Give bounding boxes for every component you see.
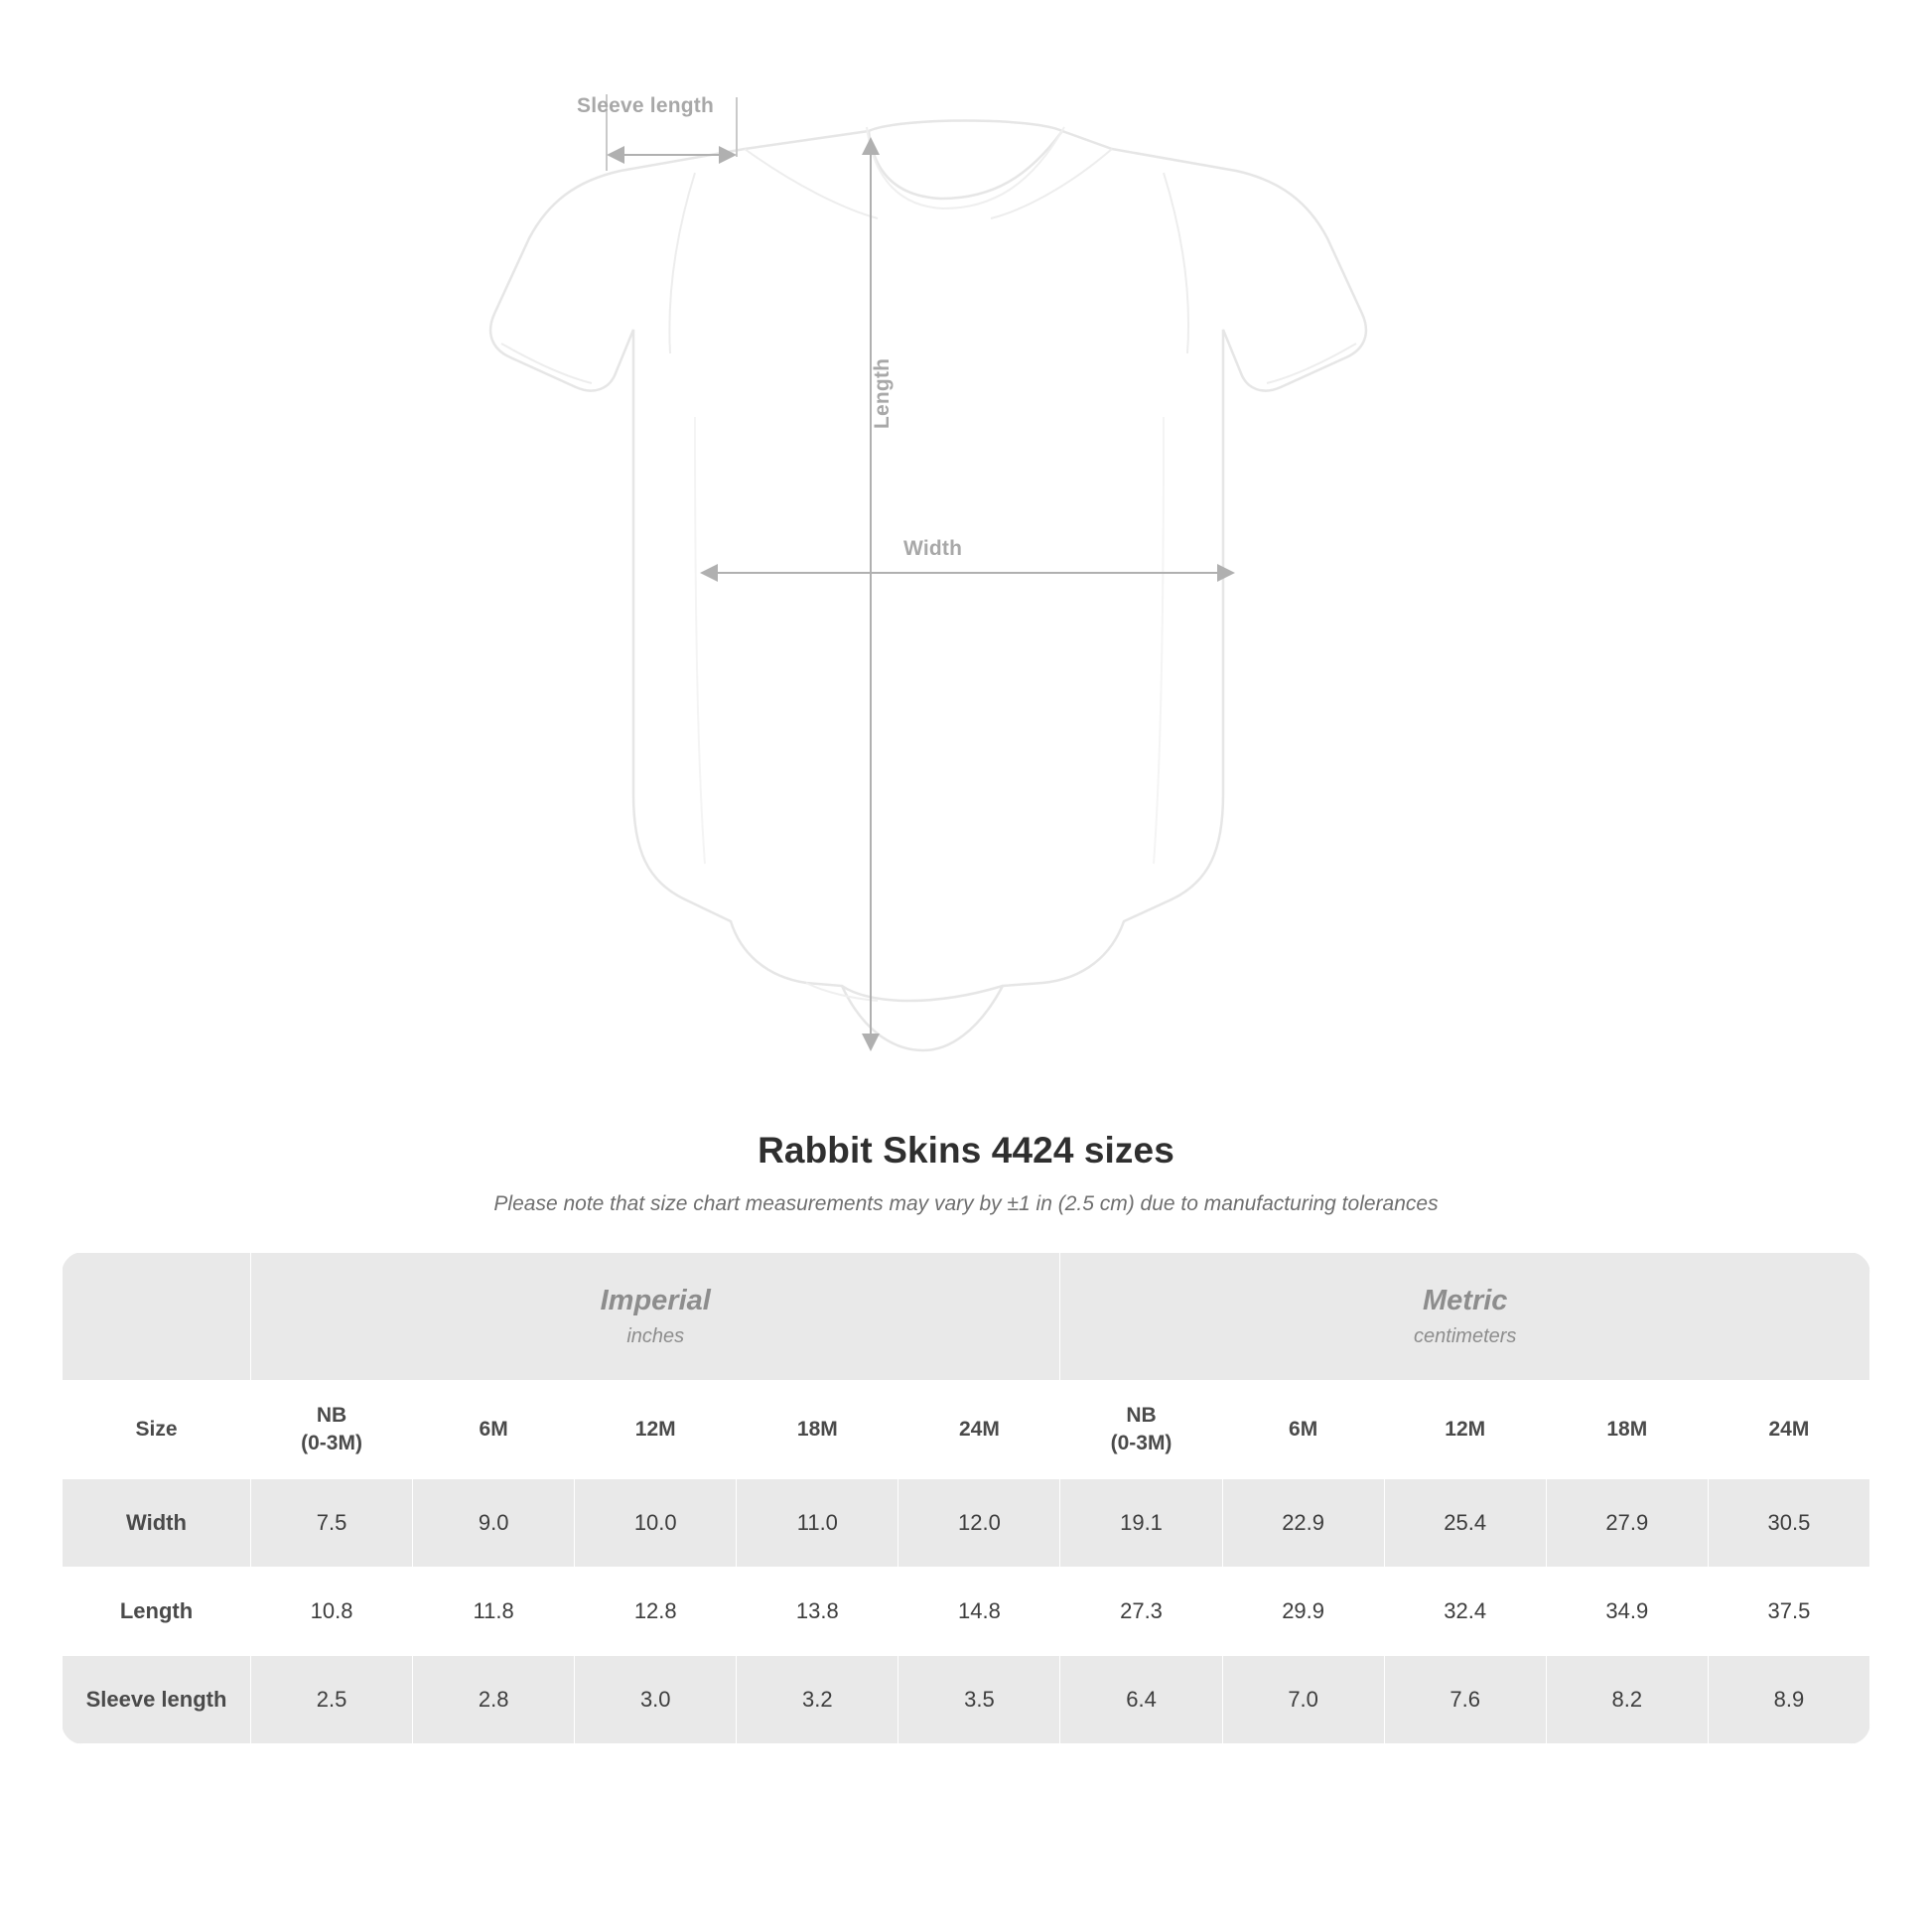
title-block (0, 1130, 1932, 1216)
cell-width-2: 10.0 (575, 1479, 737, 1568)
unit-header-imperial (251, 1253, 1060, 1381)
cell-length-1: 11.8 (413, 1568, 575, 1656)
header-col-9-line1: 24M (1768, 1417, 1810, 1441)
unit-sub-metric: centimeters (1414, 1325, 1517, 1347)
header-col-7-line1: 12M (1445, 1417, 1486, 1441)
header-col-6 (1222, 1381, 1384, 1479)
cell-width-8: 27.9 (1546, 1479, 1708, 1568)
size-table-wrapper (62, 1252, 1870, 1744)
unit-name-metric: Metric (1423, 1285, 1508, 1316)
length-label: Length (871, 357, 894, 429)
row-label-sleeve-length: Sleeve length (63, 1656, 251, 1744)
cell-width-7: 25.4 (1384, 1479, 1546, 1568)
header-col-3 (737, 1381, 898, 1479)
cell-length-6: 29.9 (1222, 1568, 1384, 1656)
cell-width-6: 22.9 (1222, 1479, 1384, 1568)
cell-length-0: 10.8 (251, 1568, 413, 1656)
page-title: Rabbit Skins 4424 sizes (758, 1130, 1174, 1171)
unit-name-imperial: Imperial (600, 1285, 711, 1316)
header-size: Size (63, 1381, 251, 1479)
cell-length-8: 34.9 (1546, 1568, 1708, 1656)
unit-header-metric (1060, 1253, 1870, 1381)
sleeve-length-label: Sleeve length (577, 94, 714, 117)
header-col-4 (898, 1381, 1060, 1479)
cell-width-5: 19.1 (1060, 1479, 1222, 1568)
cell-sleeve-6: 7.0 (1222, 1656, 1384, 1744)
cell-sleeve-0: 2.5 (251, 1656, 413, 1744)
header-col-9 (1708, 1381, 1869, 1479)
cell-length-9: 37.5 (1708, 1568, 1869, 1656)
header-col-6-line1: 6M (1289, 1417, 1318, 1441)
column-header-row (63, 1381, 1870, 1479)
header-col-1-line1: 6M (479, 1417, 508, 1441)
cell-length-7: 32.4 (1384, 1568, 1546, 1656)
cell-length-2: 12.8 (575, 1568, 737, 1656)
header-col-0-line1: NB (316, 1403, 347, 1427)
cell-sleeve-2: 3.0 (575, 1656, 737, 1744)
unit-header-row (63, 1253, 1870, 1381)
header-col-1 (413, 1381, 575, 1479)
row-label-length: Length (63, 1568, 251, 1656)
cell-length-3: 13.8 (737, 1568, 898, 1656)
cell-sleeve-1: 2.8 (413, 1656, 575, 1744)
tolerance-note: Please note that size chart measurements may vary by ±1 in (2.5 cm) due to manufacturing tolerances (493, 1192, 1439, 1215)
size-table (62, 1252, 1870, 1744)
table-row (63, 1656, 1870, 1744)
cell-sleeve-8: 8.2 (1546, 1656, 1708, 1744)
header-col-2-line1: 12M (634, 1417, 676, 1441)
header-col-0-line2: (0-3M) (301, 1432, 362, 1454)
unit-header-blank (63, 1253, 251, 1381)
header-col-7 (1384, 1381, 1546, 1479)
row-label-width: Width (63, 1479, 251, 1568)
cell-length-4: 14.8 (898, 1568, 1060, 1656)
cell-width-4: 12.0 (898, 1479, 1060, 1568)
table-row (63, 1479, 1870, 1568)
cell-width-0: 7.5 (251, 1479, 413, 1568)
cell-width-3: 11.0 (737, 1479, 898, 1568)
cell-sleeve-4: 3.5 (898, 1656, 1060, 1744)
header-col-8-line1: 18M (1606, 1417, 1648, 1441)
header-col-2 (575, 1381, 737, 1479)
header-col-5-line1: NB (1126, 1403, 1157, 1427)
width-label: Width (903, 537, 963, 560)
table-row (63, 1568, 1870, 1656)
unit-sub-imperial: inches (626, 1325, 685, 1347)
cell-sleeve-9: 8.9 (1708, 1656, 1869, 1744)
cell-sleeve-5: 6.4 (1060, 1656, 1222, 1744)
header-col-4-line1: 24M (958, 1417, 1000, 1441)
cell-sleeve-7: 7.6 (1384, 1656, 1546, 1744)
cell-width-9: 30.5 (1708, 1479, 1869, 1568)
header-col-5-line2: (0-3M) (1110, 1432, 1173, 1454)
cell-length-5: 27.3 (1060, 1568, 1222, 1656)
header-col-5 (1060, 1381, 1222, 1479)
header-col-3-line1: 18M (796, 1417, 838, 1441)
header-col-0 (251, 1381, 413, 1479)
cell-sleeve-3: 3.2 (737, 1656, 898, 1744)
cell-width-1: 9.0 (413, 1479, 575, 1568)
header-col-8 (1546, 1381, 1708, 1479)
